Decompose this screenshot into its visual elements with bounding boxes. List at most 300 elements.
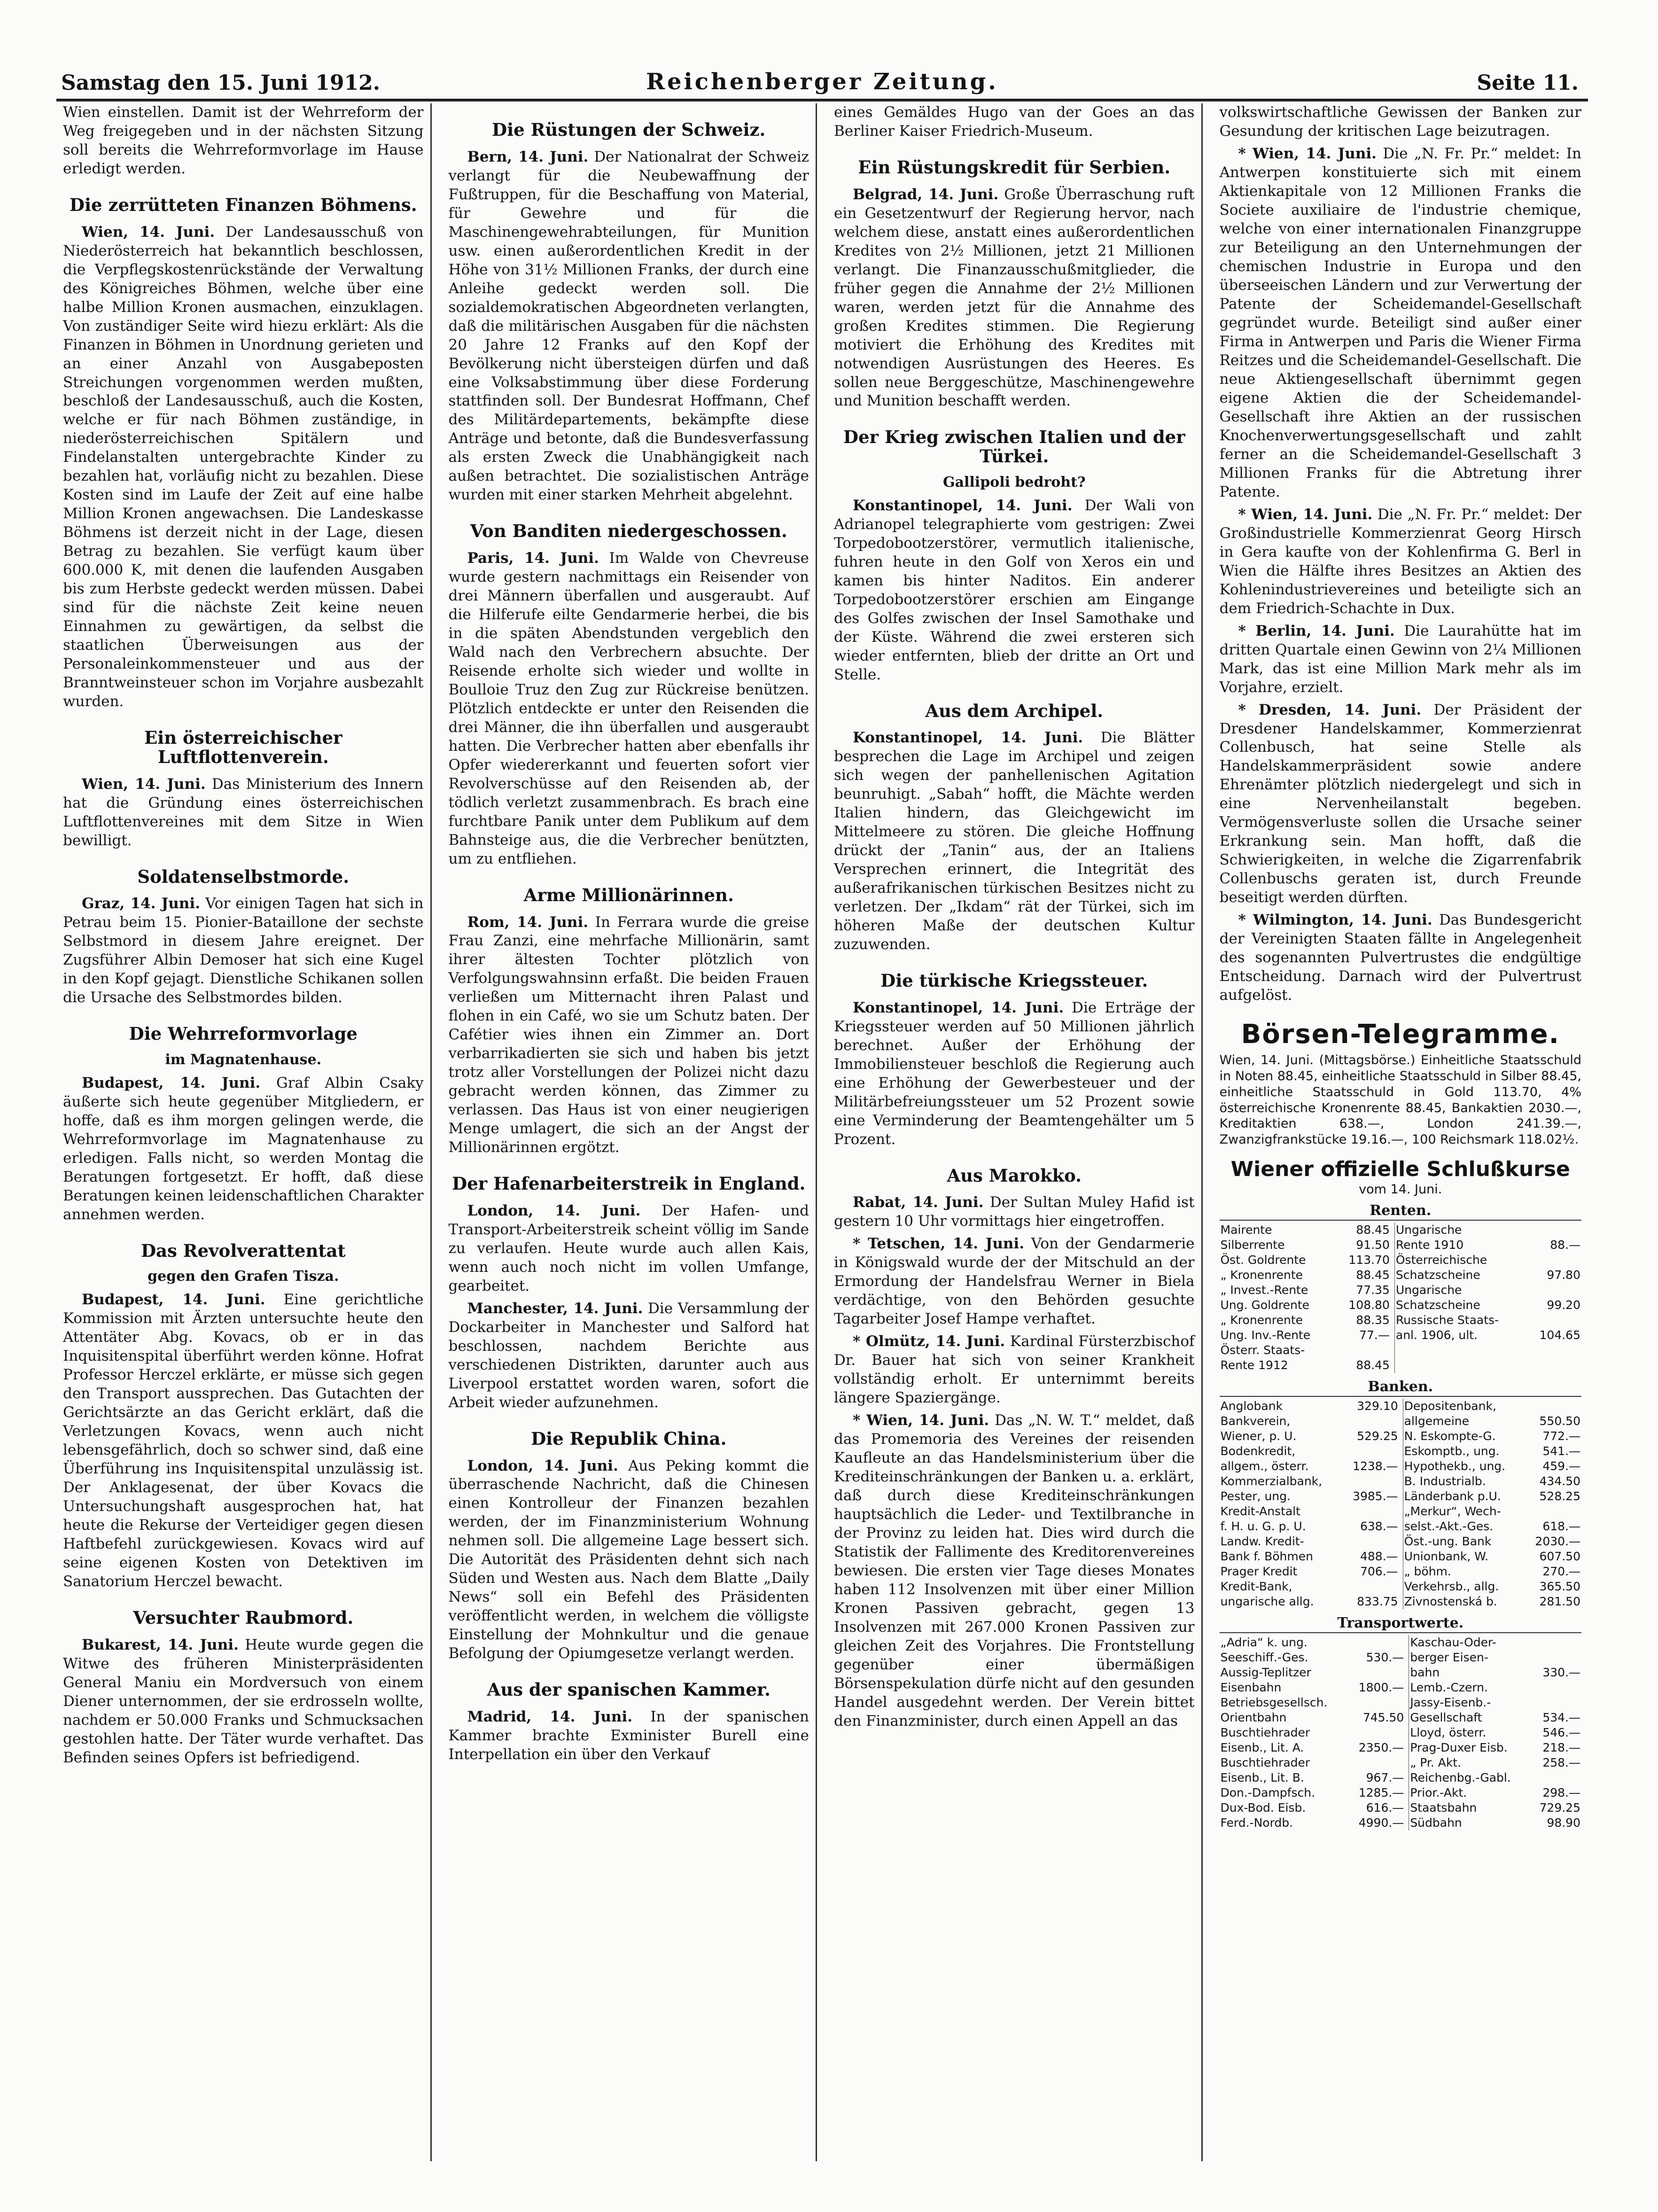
- article-headline: Ein Rüstungskredit für Serbien.: [858, 156, 1171, 178]
- security-price: [1342, 1579, 1403, 1594]
- quotes-row: [1220, 1785, 1582, 1800]
- article-paragraph: [449, 1202, 810, 1296]
- security-price: [1531, 1680, 1581, 1695]
- security-name: Depositenbank,: [1404, 1399, 1496, 1413]
- quotes-row: [1220, 1328, 1582, 1343]
- security-name: Eisenb., Lit. A.: [1220, 1740, 1304, 1754]
- article-headline: Ein österreichischer Luftflottenverein.: [144, 727, 342, 767]
- dateline: Budapest, 14. Juni.: [82, 1074, 261, 1091]
- security-price: [1342, 1414, 1403, 1429]
- paragraph-text: Der Sultan Muley Hafid ist gestern 10 Uhr vormittags hier eingetroffen.: [834, 1194, 1195, 1230]
- dateline: Wien, 14. Juni.: [82, 223, 215, 241]
- stock-telegram-title: Börsen-Telegramme.: [1241, 1019, 1560, 1050]
- security-price: [1531, 1635, 1581, 1650]
- article: [449, 886, 810, 1157]
- security-price: [1342, 1444, 1403, 1459]
- security-name: Kredit-Bank,: [1220, 1579, 1292, 1593]
- article: [834, 103, 1195, 141]
- security-price: [1526, 1504, 1581, 1519]
- security-name: Staatsbahn: [1410, 1800, 1477, 1815]
- dateline: Manchester, 14. Juni.: [467, 1300, 643, 1317]
- security-name: [1394, 1343, 1527, 1358]
- security-price: 967.—: [1348, 1770, 1409, 1785]
- quotes-row: [1220, 1579, 1582, 1594]
- security-name: Österr. Staats-: [1220, 1343, 1305, 1357]
- security-price: [1342, 1474, 1403, 1489]
- paragraph-text: Von der Gendarmerie in Königswald wurde der der Mitschuld an der Ermordung der Handelsfrau Werner in Biela verdächtige, von den Behörden gesuchte Tagarbeiter Josef Hampe verhaftet.: [834, 1235, 1195, 1328]
- article: [834, 1166, 1195, 1231]
- column-1: [56, 103, 432, 2161]
- article-paragraph: [1220, 701, 1582, 908]
- security-price: [1527, 1313, 1581, 1328]
- quotes-row: [1220, 1459, 1582, 1474]
- dateline: * Wilmington, 14. Juni.: [1238, 911, 1432, 929]
- security-price: 4990.—: [1348, 1815, 1409, 1830]
- article-headline: Der Krieg zwischen Italien und der Türkei.: [843, 427, 1185, 467]
- quotes-row: [1220, 1414, 1582, 1429]
- security-name: Seeschiff.-Ges.: [1220, 1650, 1308, 1664]
- security-name: B. Industrialb.: [1404, 1474, 1486, 1488]
- security-name: Ung. Inv.-Rente: [1220, 1328, 1311, 1342]
- security-name: Orientbahn: [1220, 1710, 1287, 1724]
- quotes-section-title: Renten.: [1220, 1202, 1582, 1221]
- paragraph-text: Das Ministerium des Innern hat die Gründung eines österreichischen Luftflottenvereines mit dem Sitze in Wien bewilligt.: [63, 775, 424, 849]
- security-name: Bank f. Böhmen: [1220, 1549, 1313, 1563]
- article-headline: Aus Marokko.: [947, 1165, 1082, 1186]
- security-name: Buschtiehrader: [1220, 1725, 1310, 1739]
- article-paragraph: [63, 1291, 424, 1591]
- quotes-row: [1220, 1444, 1582, 1459]
- quotes-row: [1220, 1564, 1582, 1579]
- security-price: [1527, 1343, 1581, 1358]
- article-subheadline: Gallipoli bedroht?: [942, 474, 1086, 491]
- stock-quotes-title: Wiener offizielle Schlußkurse: [1230, 1157, 1570, 1181]
- dateline: Belgrad, 14. Juni.: [853, 186, 999, 203]
- paragraph-text: eines Gemäldes Hugo van der Goes an das Berliner Kaiser Friedrich-Museum.: [834, 104, 1195, 140]
- security-price: 365.50: [1539, 1579, 1580, 1593]
- article-subheadline: gegen den Grafen Tisza.: [148, 1268, 339, 1285]
- quotes-row: [1220, 1594, 1582, 1609]
- security-name: Ungarische: [1395, 1223, 1462, 1237]
- quotes-row: [1220, 1399, 1582, 1414]
- security-price: 833.75: [1342, 1594, 1403, 1609]
- quotes-table: [1220, 1635, 1582, 1830]
- security-name: Pester, ung.: [1220, 1489, 1291, 1503]
- security-price: [1526, 1399, 1581, 1414]
- security-price: 108.80: [1335, 1298, 1394, 1313]
- article-headline: Die Republik China.: [531, 1428, 727, 1449]
- security-name: Anglobank: [1220, 1399, 1283, 1413]
- text-columns: [56, 103, 1588, 2161]
- article-paragraph: [449, 1708, 810, 1764]
- dateline: * Dresden, 14. Juni.: [1238, 701, 1422, 718]
- article-paragraph: [63, 223, 424, 712]
- security-name: bahn: [1410, 1665, 1440, 1679]
- security-price: 2030.—: [1535, 1534, 1580, 1548]
- article-paragraph: [449, 1457, 810, 1664]
- dateline: Budapest, 14. Juni.: [82, 1291, 265, 1309]
- security-price: [1348, 1635, 1409, 1650]
- security-name: Prag-Duxer Eisb.: [1410, 1740, 1508, 1754]
- quotes-row: [1220, 1474, 1582, 1489]
- dateline: Bukarest, 14. Juni.: [82, 1636, 239, 1653]
- security-name: Ferd.-Nordb.: [1220, 1815, 1293, 1830]
- security-name: Kredit-Anstalt: [1220, 1504, 1300, 1518]
- dateline: * Berlin, 14. Juni.: [1238, 622, 1395, 639]
- article-paragraph: [834, 186, 1195, 411]
- security-price: 113.70: [1335, 1253, 1394, 1268]
- paragraph-text: Das Bundesgericht der Vereinigten Staaten fällte in Angelegenheit des sogenannten Pulvertrustes die endgültige Entscheidung. Darnach wird der Pulvertrust aufgelöst.: [1219, 911, 1582, 1004]
- security-price: [1335, 1343, 1394, 1358]
- security-price: 88.35: [1335, 1313, 1394, 1328]
- article-paragraph: [449, 549, 810, 869]
- security-price: 88.—: [1550, 1238, 1580, 1252]
- security-price: 546.—: [1542, 1725, 1580, 1739]
- quotes-table: [1220, 1223, 1582, 1373]
- article: [449, 1429, 810, 1664]
- dateline: Madrid, 14. Juni.: [467, 1708, 633, 1726]
- article: [63, 1241, 424, 1591]
- quotes-row: [1220, 1680, 1582, 1695]
- security-name: Lloyd, österr.: [1410, 1725, 1487, 1739]
- dateline: * Wien, 14. Juni.: [853, 1412, 989, 1429]
- paragraph-text: Die Laurahütte hat im dritten Quartale einen Gewinn von 2¼ Millionen Mark, das ist eine Million Mark mehr als im Vorjahre, erzielt.: [1219, 622, 1582, 696]
- security-price: [1531, 1695, 1581, 1710]
- dateline: Wien, 14. Juni.: [82, 775, 206, 793]
- security-name: Österreichische: [1395, 1253, 1487, 1267]
- quotes-row: [1220, 1298, 1582, 1313]
- security-price: 88.45: [1335, 1358, 1394, 1373]
- security-price: [1527, 1253, 1581, 1268]
- paragraph-text: Der Nationalrat der Schweiz verlangt für die Neubewaffnung der Fußtruppen, für die Beschaffung von Material, für Gewehre und für die Maschinengewehrabteilungen, für Munition usw. einen außerordentlichen Kredit in der Höhe von 31½ Millionen Franks, der durch eine Anleihe gedeckt werden soll. Die sozialdemokratischen Abgeordneten verlangten, daß die militärischen Ausgaben für die nächsten 20 Jahre 12 Franks auf den Kopf der Bevölkerung nicht übersteigen dürfen und daß eine Volksabstimmung über diese Forderung stattfinden soll. Der Bundesrat Hoffmann, Chef des Militärdepartements, bekämpfte diese Anträge und betonte, daß die Bundesverfassung als ersten Zweck die Unabhängigkeit nach außen betrachtet. Die sozialistischen Anträge wurden mit einer starken Mehrheit abgelehnt.: [448, 148, 810, 504]
- dateline: * Olmütz, 14. Juni.: [853, 1333, 1005, 1350]
- security-name: berger Eisen-: [1410, 1650, 1488, 1664]
- paragraph-text: volkswirtschaftliche Gewissen der Banken zur Gesundung der kritischen Lage beizutragen.: [1219, 104, 1581, 140]
- quotes-row: [1220, 1283, 1582, 1298]
- stock-telegram-text: Wien, 14. Juni. (Mittagsbörse.) Einheitliche Staatsschuld in Noten 88.45, einheitliche Staatsschuld in Silber 88.45, einheitliche Staatsschuld in Gold 113.70, 4% österreichische Kronenrente 88.45, Bankaktien 2030.—, Kreditaktien 638.—, London 241.39.—, Zwanzigfrankstücke 19.16.—, 100 Reichsmark 118.02½.: [1219, 1053, 1581, 1147]
- security-price: 218.—: [1542, 1740, 1580, 1754]
- article-paragraph: [63, 1074, 424, 1224]
- quotes-row: [1220, 1504, 1582, 1519]
- paragraph-text: Wien einstellen. Damit ist der Wehrreform der Weg freigegeben und in der nächsten Sitzung soll bereits die Wehrreformvorlage im Hause erledigt werden.: [63, 104, 424, 177]
- article-paragraph: [63, 103, 424, 179]
- security-name: Bodenkredit,: [1220, 1444, 1296, 1458]
- dateline: * Wien, 14. Juni.: [1238, 506, 1373, 523]
- paragraph-text: Große Überraschung ruft ein Gesetzentwurf der Regierung hervor, nach welchem diese, anstatt eines außerordentlichen Kredites von 2½ Millionen, jetzt 21 Millionen verlangt. Die Finanzausschußmitglieder, die früher gegen die Annahme der 2½ Millionen waren, werden jetzt für die Annahme des großen Kredites stimmen. Die Regierung motiviert die Erhöhung des Kredites mit notwendigen Ausrüstungen des Heeres. Es sollen neue Berggeschütze, Maschinengewehre und Munition beschafft werden.: [834, 186, 1195, 410]
- security-price: 91.50: [1335, 1238, 1394, 1253]
- paragraph-text: In der spanischen Kammer brachte Exminister Burell eine Interpellation ein über den Verkauf: [448, 1708, 809, 1763]
- security-name: Länderbank p.U.: [1404, 1489, 1501, 1503]
- article-paragraph: [834, 497, 1195, 685]
- paragraph-text: Die Erträge der Kriegssteuer werden auf 50 Millionen jährlich berechnet. Außer der Erhöhung der Immobiliensteuer beschloß die Regierung auch eine Erhöhung der Gewerbesteuer und der Militärbefreiungssteuer um 52 Prozent sowie eine Verminderung der Beamtengehälter um 5 Prozent.: [834, 999, 1195, 1148]
- article: [449, 522, 810, 868]
- security-name: N. Eskompte-G.: [1404, 1429, 1496, 1443]
- security-price: [1348, 1725, 1409, 1740]
- article-paragraph: [834, 1235, 1195, 1329]
- article-headline: Die Rüstungen der Schweiz.: [492, 119, 766, 140]
- security-name: Prager Kredit: [1220, 1564, 1298, 1578]
- security-name: Eisenb., Lit. B.: [1220, 1770, 1304, 1784]
- article: [1220, 103, 1582, 1005]
- article: [834, 971, 1195, 1149]
- security-name: Eskomptb., ung.: [1404, 1444, 1500, 1458]
- paragraph-text: Kardinal Fürsterzbischof Dr. Bauer hat sich von seiner Krankheit vollständig erholt. Er unternimmt bereits längere Spaziergänge.: [834, 1333, 1195, 1407]
- article-headline: Aus der spanischen Kammer.: [487, 1679, 771, 1700]
- security-price: [1348, 1665, 1409, 1680]
- security-price: [1342, 1504, 1403, 1519]
- security-price: 298.—: [1542, 1785, 1580, 1799]
- security-name: ungarische allg.: [1220, 1594, 1314, 1608]
- quotes-row: [1220, 1740, 1582, 1755]
- security-price: [1527, 1283, 1581, 1298]
- article-headline: Die türkische Kriegssteuer.: [880, 970, 1148, 991]
- security-name: Rente 1912: [1220, 1358, 1288, 1372]
- security-price: 529.25: [1342, 1429, 1403, 1444]
- article: [834, 428, 1195, 684]
- article-paragraph: [1220, 911, 1582, 1005]
- dateline: Paris, 14. Juni.: [467, 550, 599, 567]
- security-price: 638.—: [1342, 1519, 1403, 1534]
- security-price: 550.50: [1539, 1414, 1580, 1428]
- paragraph-text: Graf Albin Csaky äußerte sich heute gegenüber Mitgliedern, er hoffe, daß es ihm morgen gelingen werde, die Wehrreformvorlage im Magnatenhause zu erledigen. Falls nicht, so werden Montag die Beratungen fortgesetzt. Er hofft, daß diese Beratungen keinen leidenschaftlichen Charakter annehmen werden.: [63, 1074, 424, 1223]
- paragraph-text: Die „N. Fr. Pr.“ meldet: Der Großindustrielle Kommerzienrat Georg Hirsch in Gera kaufte von der Kohlenfirma G. Berl in Wien die Hälfte ihres Besitzes an Aktien des Kohlenindustrievereines und beteiligte sich an dem Friedrich-Schachte in Dux.: [1219, 506, 1582, 617]
- article: [63, 1608, 424, 1768]
- security-price: 98.90: [1547, 1815, 1580, 1830]
- security-price: 270.—: [1542, 1564, 1580, 1578]
- article: [449, 1174, 810, 1412]
- security-price: 541.—: [1542, 1444, 1580, 1458]
- security-price: 616.—: [1348, 1800, 1409, 1815]
- article-paragraph: [834, 1193, 1195, 1231]
- security-name: Silberrente: [1220, 1238, 1285, 1252]
- security-name: Bankverein,: [1220, 1414, 1291, 1428]
- security-name: Landw. Kredit-: [1220, 1534, 1304, 1548]
- security-name: Zivnostenská b.: [1404, 1594, 1497, 1608]
- paragraph-text: Vor einigen Tagen hat sich in Petrau beim 15. Pionier-Bataillone der sechste Selbstmord in diesem Jahre ereignet. Der Zugsführer Albin Demoser hat sich eine Kugel in den Kopf gejagt. Dienstliche Schikanen sollen die Ursache des Selbstmordes bilden.: [63, 895, 424, 1006]
- quotes-row: [1220, 1223, 1582, 1238]
- paragraph-text: Aus Peking kommt die überraschende Nachricht, daß die Chinesen einen Kontrolleur der Finanzen bezahlen werden, der im Finanzministerium Wohnung nehmen soll. Die allgemeine Lage bessert sich. Die Autorität des Präsidenten dehnt sich nach Süden und Westen aus. Nach dem Blatte „Daily News“ soll ein Befehl des Präsidenten veröffentlicht werden, in welchem die völligste Einstellung der Mohnkultur und die genaue Befolgung der Opiumgesetze verlangt werden.: [448, 1457, 809, 1662]
- security-name: Russische Staats-: [1395, 1313, 1499, 1327]
- article: [63, 728, 424, 850]
- quotes-row: [1220, 1238, 1582, 1253]
- security-name: Dux-Bod. Eisb.: [1220, 1800, 1306, 1815]
- dateline: * Tetschen, 14. Juni.: [853, 1235, 1025, 1253]
- header-date: Samstag den 15. Juni 1912.: [61, 71, 381, 95]
- article: [449, 1680, 810, 1764]
- article-paragraph: [1220, 506, 1582, 618]
- security-name: „Adria“ k. ung.: [1220, 1635, 1308, 1649]
- article-paragraph: [1220, 622, 1582, 697]
- security-name: Reichenbg.-Gabl.: [1410, 1770, 1511, 1784]
- security-price: 534.—: [1542, 1710, 1580, 1724]
- security-name: Rente 1910: [1395, 1238, 1464, 1252]
- security-price: 2350.—: [1348, 1740, 1409, 1755]
- security-price: 88.45: [1335, 1223, 1394, 1238]
- security-price: 459.—: [1542, 1459, 1580, 1473]
- article-headline: Das Revolverattentat: [140, 1240, 346, 1261]
- article-paragraph: [449, 913, 810, 1158]
- security-name: Mairente: [1220, 1223, 1272, 1237]
- article: [63, 1024, 424, 1224]
- paragraph-text: Die Blätter besprechen die Lage im Archipel und zeigen sich wegen der panhellenischen Agitation beunruhigt. „Sabah“ hofft, die Mächte werden Italien hindern, das Gleichgewicht im Mittelmeere zu stören. Die gleiche Hoffnung drückt der „Tanin“ aus, der an Italiens Versprechen erinnert, die Integrität des außerafrikanischen türkischen Besitzes nicht zu verletzen. Der „Ikdam“ rät der Türkei, sich im höheren Maße der deutschen Kultur zuzuwenden.: [834, 729, 1195, 953]
- security-name: Öst. Goldrente: [1220, 1253, 1306, 1267]
- dateline: Rabat, 14. Juni.: [853, 1194, 984, 1211]
- paragraph-text: Eine gerichtliche Kommission mit Ärzten untersuchte heute den Attentäter Abg. Kovacs, ob er in das Inquisitenspital überführt werden könne. Hofrat Professor Herczel erklärte, er müsse sich gegen den Transport aussprechen. Das Gutachten der Gerichtsärzte an das Gericht erklärt, daß die Verletzungen Kovacs, wenn auch nicht lebensgefährlich, doch so schwer sind, daß eine Überführung ins Inquisitenspital unzulässig ist. Der Anklagesenat, der über Kovacs die Untersuchungshaft ausgesprochen hat, hat heute die Rekurse der Verteidiger gegen diesen Haftbefehl zurückgewiesen. Kovacs wird auf seine eigenen Kosten von Detektiven im Sanatorium Herczel bewacht.: [63, 1291, 424, 1590]
- paragraph-text: Die Versammlung der Dockarbeiter in Manchester und Salford hat beschlossen, nachdem Berichte aus verschiedenen Distrikten, darunter auch aus Liverpool erstattet worden waren, sofort die Arbeit wieder aufzunehmen.: [448, 1300, 809, 1411]
- security-name: „ Kronenrente: [1220, 1313, 1303, 1327]
- article: [834, 158, 1195, 411]
- security-price: 3985.—: [1342, 1489, 1403, 1504]
- quotes-row: [1220, 1429, 1582, 1444]
- article-paragraph: [63, 775, 424, 850]
- security-price: 434.50: [1539, 1474, 1580, 1488]
- security-name: „Merkur“, Wech-: [1404, 1504, 1501, 1518]
- security-price: 77.—: [1335, 1328, 1394, 1343]
- article: [63, 103, 424, 179]
- security-name: Schatzscheine: [1395, 1268, 1480, 1282]
- column-2: [442, 103, 817, 2161]
- article-paragraph: [834, 1332, 1195, 1408]
- security-price: [1348, 1695, 1409, 1710]
- paragraph-text: Der Wali von Adrianopel telegraphierte vom gestrigen: Zwei Torpedobootzerstörer, vermutlich italienische, fuhren heute in den Golf von Xeros ein und kamen bis hinter Naditos. Ein anderer Torpedobootzerstörer erschien am Eingange des Golfes zwischen der Insel Samothake und der Küste. Während die zwei ersteren sich wieder entfernten, blieb der dritte an Ort und Stelle.: [834, 497, 1195, 683]
- security-name: Öst.-ung. Bank: [1404, 1534, 1492, 1548]
- security-name: Kommerzialbank,: [1220, 1474, 1323, 1488]
- newspaper-masthead: Reichenberger Zeitung.: [646, 69, 998, 95]
- security-price: 104.65: [1539, 1328, 1580, 1342]
- paragraph-text: In Ferrara wurde die greise Frau Zanzi, eine mehrfache Millionärin, samt ihrer ältesten Tochter plötzlich von Verfolgungswahnsinn erfaßt. Die beiden Frauen verließen um Mitternacht ihren Palast und flohen in ein Café, wo sie um Schutz baten. Der Cafétier wies ihnen ein Zimmer an. Dort verbarrikadierten sie sich und haben bis jetzt trotz aller Vorstellungen der Polizei nicht dazu gebracht werden können, das Zimmer zu verlassen. Das Haus ist von einer neugierigen Menge umlagert, die sich an der Angst der Millionärinnen ergötzt.: [448, 913, 809, 1156]
- quotes-row: [1220, 1695, 1582, 1710]
- dateline: Konstantinopel, 14. Juni.: [853, 999, 1064, 1016]
- security-price: [1527, 1223, 1581, 1238]
- security-price: 330.—: [1542, 1665, 1580, 1679]
- quotes-row: [1220, 1770, 1582, 1785]
- article-headline: Von Banditen niedergeschossen.: [470, 521, 787, 542]
- security-price: 607.50: [1539, 1549, 1580, 1563]
- quotes-section-title: Transportwerte.: [1220, 1615, 1582, 1633]
- security-price: [1342, 1534, 1403, 1549]
- security-name: [1394, 1358, 1527, 1373]
- security-name: Unionbank, W.: [1404, 1549, 1489, 1563]
- article-paragraph: [834, 999, 1195, 1149]
- security-price: 745.50: [1348, 1710, 1409, 1725]
- security-price: 530.—: [1348, 1650, 1409, 1665]
- quotes-row: [1220, 1343, 1582, 1358]
- dateline: * Wien, 14. Juni.: [1238, 145, 1377, 162]
- security-name: Südbahn: [1410, 1815, 1462, 1830]
- paragraph-text: Heute wurde gegen die Witwe des früheren Ministerpräsidenten General Maniu ein Mordversuch von einem Diener unternommen, der sie erdrosseln wollte, nachdem er 50.000 Franks und Schmucksachen gestohlen hatte. Der Täter wurde verhaftet. Das Befinden seines Opfers ist befriedigend.: [63, 1636, 424, 1766]
- security-name: Wiener, p. U.: [1220, 1429, 1297, 1443]
- security-price: 97.80: [1547, 1268, 1580, 1282]
- quotes-row: [1220, 1268, 1582, 1283]
- article-paragraph: [834, 103, 1195, 141]
- security-price: 528.25: [1539, 1489, 1580, 1503]
- newspaper-page: [56, 66, 1588, 2171]
- security-price: 1285.—: [1348, 1785, 1409, 1800]
- quotes-row: [1220, 1710, 1582, 1725]
- page-number: Seite 11.: [1477, 71, 1579, 95]
- article-paragraph: [449, 148, 810, 505]
- security-name: Ungarische: [1395, 1283, 1462, 1297]
- article-paragraph: [834, 1411, 1195, 1731]
- security-name: „ Invest.-Rente: [1220, 1283, 1308, 1297]
- security-name: Kaschau-Oder-: [1410, 1635, 1496, 1649]
- dateline: Konstantinopel, 14. Juni.: [853, 729, 1083, 747]
- security-price: 488.—: [1342, 1549, 1403, 1564]
- security-price: [1348, 1755, 1409, 1770]
- quotes-row: [1220, 1313, 1582, 1328]
- quotes-row: [1220, 1635, 1582, 1650]
- article: [834, 1235, 1195, 1731]
- security-name: „ böhm.: [1404, 1564, 1451, 1578]
- quotes-row: [1220, 1665, 1582, 1680]
- security-price: [1531, 1650, 1581, 1665]
- quotes-row: [1220, 1253, 1582, 1268]
- security-price: 729.25: [1539, 1800, 1580, 1815]
- security-name: allgem., österr.: [1220, 1459, 1309, 1473]
- article-paragraph: [1220, 145, 1582, 502]
- security-name: Hypothekb., ung.: [1404, 1459, 1506, 1473]
- security-name: Buschtiehrader: [1220, 1755, 1310, 1769]
- article: [63, 195, 424, 711]
- security-price: 1800.—: [1348, 1680, 1409, 1695]
- security-price: [1531, 1770, 1581, 1785]
- article-paragraph: [834, 729, 1195, 954]
- column-3: [827, 103, 1203, 2161]
- article-headline: Soldatenselbstmorde.: [137, 866, 350, 887]
- security-name: „ Kronenrente: [1220, 1268, 1303, 1282]
- stock-quotes-date: vom 14. Juni.: [1359, 1182, 1442, 1197]
- article: [63, 867, 424, 1008]
- article-paragraph: [63, 1636, 424, 1768]
- paragraph-text: Der Hafen- und Transport-Arbeiterstreik scheint völlig im Sande zu verlaufen. Heute wurde auch allen Kais, wenn auch noch nicht im vollen Umfange, gearbeitet.: [448, 1202, 809, 1294]
- security-price: 618.—: [1542, 1519, 1580, 1533]
- security-name: Lemb.-Czern.: [1410, 1680, 1488, 1694]
- security-name: selst.-Akt.-Ges.: [1404, 1519, 1494, 1533]
- article-headline: Aus dem Archipel.: [925, 700, 1104, 721]
- security-price: 772.—: [1542, 1429, 1580, 1443]
- article-paragraph: [449, 1300, 810, 1412]
- column-4: [1213, 103, 1588, 2161]
- article: [834, 701, 1195, 955]
- dateline: London, 14. Juni.: [467, 1202, 641, 1219]
- dateline: Rom, 14. Juni.: [467, 913, 589, 931]
- security-name: Gesellschaft: [1410, 1710, 1482, 1724]
- paragraph-text: Das „N. W. T.“ meldet, daß das Promemoria des Vereines der reisenden Kaufleute an das Handelsministerium über die Krediteinschränkungen der Banken u. a. erklärt, daß durch diese Krediteinschränkungen hauptsächlich die Leder- und Textilbranche in der Provinz zu leiden hat. Dies wird durch die Statistik der Fallimente des Kreditorenvereines bewiesen. Die ersten vier Tage dieses Monates haben 112 Insolvenzen mit über einer Million Kronen Passiven gebracht, gegen 13 Insolvenzen mit 267.000 Kronen Passiven zur gleichen Zeit des Vorjahres. Die Frontstellung gegenüber einer übermäßigen Börsenspekulation dürfe nicht auf den gesunden Handel ausgedehnt werden. Der Verein bittet den Finanzminister, durch einen Appell an das: [834, 1412, 1195, 1730]
- paragraph-text: Der Landesausschuß von Niederösterreich hat bekanntlich beschlossen, die Verpflegskostenrückstände der Verwaltung des Königreiches Böhmen, welche über eine halbe Million Kronen ausmachen, einzuklagen. Von zuständiger Seite wird hiezu erklärt: Als die Finanzen in Böhmen in Unordnung gerieten und an einer Anzahl von Ausgabeposten Streichungen vorgenommen werden mußten, beschloß der Landesausschuß, auch die Kosten, welche er für nach Böhmen zuständige, in niederösterreichischen Spitälern und Findelanstalten untergebrachte Kinder zu bezahlen hat, vorläufig nicht zu bezahlen. Diese Kosten sind im Laufe der Zeit auf eine halbe Million Kronen angewachsen. Die Landeskasse Böhmens ist derzeit nicht in der Lage, diesen Betrag zu bezahlen. Sie verfügt kaum über 600.000 K, mit denen die laufenden Ausgaben bis zum Herbste gedeckt werden müssen. Dabei sind für die nächste Zeit keine neuen Einnahmen zu gewärtigen, da selbst die staatlichen Überweisungen aus der Personaleinkommensteuer und aus der Branntweinsteuer schon im Vorjahre ausbezahlt wurden.: [63, 223, 424, 710]
- page-header: [56, 66, 1588, 101]
- security-price: 1238.—: [1342, 1459, 1403, 1474]
- security-name: Jassy-Eisenb.-: [1410, 1695, 1491, 1709]
- security-name: allgemeine: [1404, 1414, 1470, 1428]
- article-subheadline: im Magnatenhause.: [165, 1051, 322, 1068]
- quotes-row: [1220, 1815, 1582, 1830]
- security-price: 99.20: [1547, 1298, 1580, 1312]
- security-name: Ung. Goldrente: [1220, 1298, 1310, 1312]
- quotes-row: [1220, 1534, 1582, 1549]
- security-name: Don.-Dampfsch.: [1220, 1785, 1316, 1799]
- dateline: Konstantinopel, 14. Juni.: [853, 497, 1073, 514]
- quotes-row: [1220, 1755, 1582, 1770]
- security-price: 77.35: [1335, 1283, 1394, 1298]
- article-headline: Die Wehrreformvorlage: [129, 1023, 358, 1044]
- security-name: Prior.-Akt.: [1410, 1785, 1467, 1799]
- paragraph-text: Die „N. Fr. Pr.“ meldet: In Antwerpen konstituierte sich mit einem Aktienkapitale von 12 Millionen Franks die Societe auxiliaire de l'industrie chemique, welche von einer internationalen Finanzgruppe zur Beteiligung an den Unternehmungen der chemischen Industrie in Europa und den überseeischen Ländern und zur Verwertung der Patente der Scheidemandel-Gesellschaft gegründet wurde. Beteiligt sind außer einer Firma in Antwerpen und Paris die Wiener Firma Reitzes und die Scheidemandel-Gesellschaft. Die neue Aktiengesellschaft übernimmt gegen eigene Aktien die der Scheidemandel-Gesellschaft ihre Aktien an der russischen Knochenverwertungsgesellschaft und zahlt ferner an die Scheidemandel-Gesellschaft 3 Millionen Franks für die Abtretung ihrer Patente.: [1219, 145, 1581, 500]
- quotes-row: [1220, 1650, 1582, 1665]
- security-price: 88.45: [1335, 1268, 1394, 1283]
- quotes-row: [1220, 1725, 1582, 1740]
- dateline: Graz, 14. Juni.: [82, 895, 200, 912]
- security-name: Eisenbahn: [1220, 1680, 1282, 1694]
